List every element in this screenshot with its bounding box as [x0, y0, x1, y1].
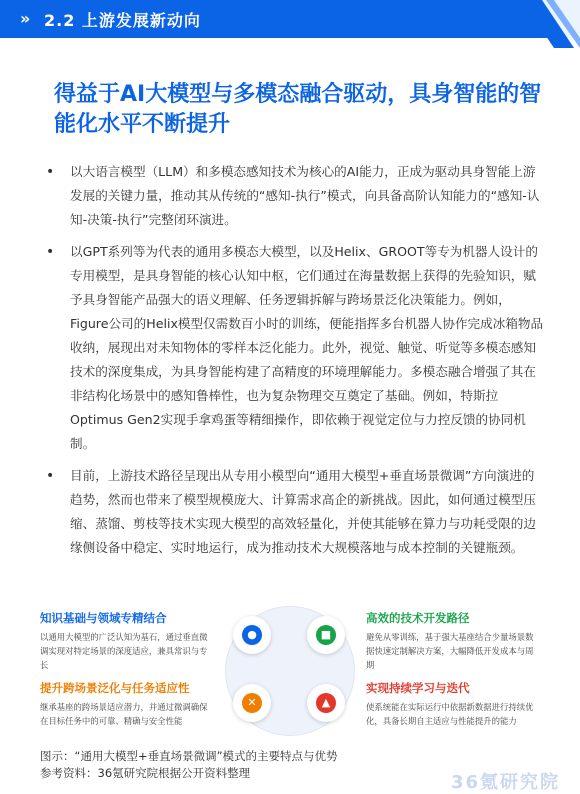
section-header-bar	[0, 0, 580, 38]
figure-caption-text: 图示：“通用大模型+垂直场景微调”模式的主要特点与优势	[40, 749, 338, 763]
feature-text: 以通用大模型的广泛认知为基石，通过垂直微调实现对特定场景的深度适应，兼具常识与专长	[40, 632, 208, 670]
bullet-list	[44, 160, 544, 568]
feature-text: 避免从零训练，基于强大基座结合少量场景数据快速定制解决方案，大幅降低开发成本与周期	[366, 632, 534, 670]
growth-chart-icon: ▲	[316, 693, 336, 713]
watermark: 36氪研究院	[450, 772, 560, 793]
efficiency-node	[307, 616, 345, 654]
expand-icon: ✕	[242, 693, 262, 713]
bullet-text: 以大语言模型（LLM）和多模态感知技术为核心的AI能力，正成为驱动具身智能上游发展的关键力量，推动其从传统的“感知-执行”模式，向具备高阶认知能力的“感知-认知-决策-执行”完整闭环演进。	[70, 164, 540, 227]
feature-block-generalization	[40, 680, 210, 728]
page-title: 得益于AI大模型与多模态融合驱动，具身智能的智能化水平不断提升	[54, 82, 542, 137]
generalization-node	[233, 684, 271, 722]
features-infographic	[40, 600, 560, 750]
brand-logo	[502, 0, 580, 48]
reference-text: 参考资料：36氪研究院根据公开资料整理	[40, 766, 251, 780]
section-title: 2.2 上游发展新动向	[44, 11, 201, 30]
bullet-dot: •	[46, 468, 55, 484]
list-item	[44, 240, 544, 456]
chevron-right-icon: »	[20, 9, 31, 28]
feature-title: 高效的技术开发路径	[366, 611, 470, 625]
feature-text: 继承基座的跨场景适应潜力，并通过微调确保在目标任务中的可靠、精确与安全性能	[40, 702, 208, 726]
feature-title: 提升跨场景泛化与任务适应性	[40, 681, 190, 695]
list-item	[44, 160, 544, 232]
knowledge-node	[233, 616, 271, 654]
feature-wheel	[225, 606, 355, 736]
feature-block-knowledge	[40, 610, 210, 672]
bullet-text: 目前，上游技术路径呈现出从专用小模型向“通用大模型+垂直场景微调”方向演进的趋势，然而也带来了模型规模庞大、计算需求高企的新挑战。因此，如何通过模型压缩、蒸馏、剪枝等技术实现大模型的高效轻量化，并使其能够在算力与功耗受限的边缘侧设备中稳定、实时地运行，成为推动技术大规模落地与成本控制的关键瓶颈。	[70, 468, 536, 555]
gear-icon: ■	[316, 625, 336, 645]
bullet-text: 以GPT系列等为代表的通用多模态大模型，以及Helix、GROOT等专为机器人设计的专用模型，是具身智能的核心认知中枢，它们通过在海量数据上获得的先验知识，赋予具身智能产品强大的语义理解、任务逻辑拆解与跨场景泛化决策能力。例如，Figure公司的Helix模型仅需数百小时的训练，便能指挥多台机器人协作完成冰箱物品收纳，展现出对未知物体的零样本泛化能力。此外，视觉、触觉、听觉等多模态感知技术的深度集成，为具身智能构建了高精度的环境理解能力。多模态融合增强了其在非结构化场景中的感知鲁棒性，也为复杂物理交互奠定了基础。例如，特斯拉Optimus Gen2实现手拿鸡蛋等精细操作，即依赖于视觉定位与力控反馈的协同机制。	[70, 244, 544, 451]
bullet-dot: •	[46, 244, 55, 260]
bullet-dot: •	[46, 164, 55, 180]
feature-block-efficiency	[366, 610, 536, 672]
feature-title: 实现持续学习与迭代	[366, 681, 470, 695]
learning-node	[307, 684, 345, 722]
brain-icon: ●	[242, 625, 262, 645]
feature-title: 知识基础与领域专精结合	[40, 611, 167, 625]
feature-block-learning	[366, 680, 536, 728]
feature-text: 使系统能在实际运行中依据新数据进行持续优化，具备长期自主适应与性能提升的能力	[366, 702, 534, 726]
list-item	[44, 464, 544, 560]
